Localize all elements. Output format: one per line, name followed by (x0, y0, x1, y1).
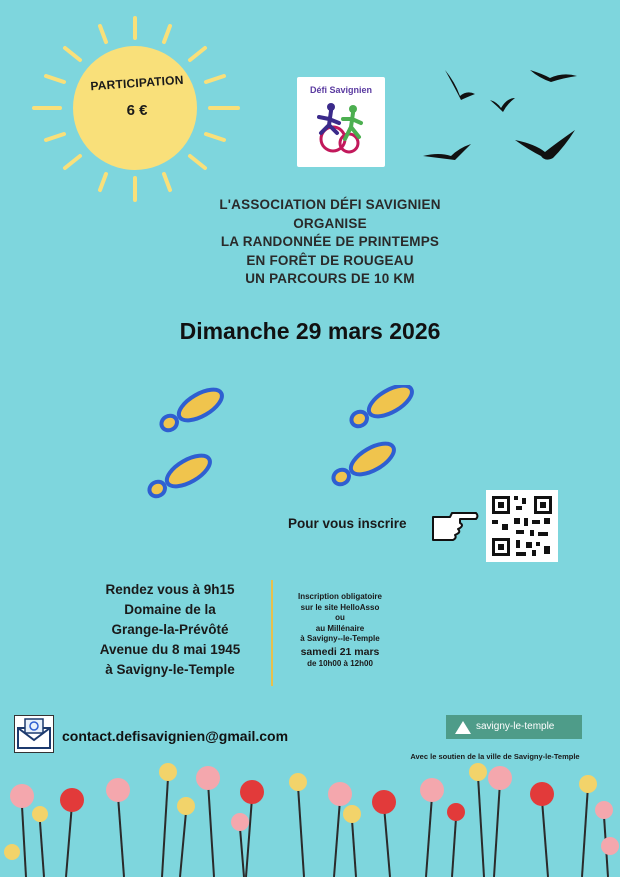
intro-line: ORGANISE (293, 215, 367, 231)
meeting-line: Rendez vous à 9h15 (105, 582, 235, 597)
meeting-line: à Savigny-le-Temple (105, 662, 235, 677)
participation-price: 6 € (126, 102, 148, 119)
qr-code[interactable] (486, 490, 558, 562)
registration-info (280, 592, 400, 669)
intro-line: EN FORÊT DE ROUGEAU (246, 252, 414, 268)
registration-line: Inscription obligatoire (297, 592, 382, 601)
logo-text: Défi Savignien (309, 85, 372, 95)
pointing-hand-icon (430, 505, 480, 543)
intro-line: LA RANDONNÉE DE PRINTEMPS (220, 234, 440, 249)
meeting-line: Grange-la-Prévôté (111, 622, 229, 637)
mountain-icon (454, 719, 472, 735)
registration-line: à Savigny--le-Temple (300, 634, 380, 643)
meeting-line: Domaine de la (124, 602, 216, 617)
meeting-line: Avenue du 8 mai 1945 (99, 642, 241, 657)
inscribe-label: Pour vous inscrire (288, 516, 407, 531)
registration-hours: de 10h00 à 12h00 (307, 658, 373, 668)
defi-savignien-logo (297, 77, 385, 167)
intro-line: UN PARCOURS DE 10 KM (245, 271, 415, 286)
runners-icon (311, 99, 371, 159)
flowers-decoration (0, 756, 620, 877)
registration-line: au Millénaire (315, 623, 365, 633)
participation-badge (82, 62, 192, 119)
registration-date: samedi 21 mars (300, 645, 380, 658)
meeting-info (75, 580, 265, 680)
intro-text (150, 196, 510, 289)
registration-line: sur le site HelloAsso (300, 602, 380, 612)
participation-label: PARTICIPATION (89, 72, 184, 94)
support-text: Avec le soutien de la ville de Savigny-le-Temple (410, 752, 580, 761)
event-date: Dimanche 29 mars 2026 (179, 318, 441, 344)
birds-illustration (415, 60, 595, 170)
registration-line: ou (335, 613, 345, 622)
savigny-le-temple-logo (446, 715, 582, 739)
intro-line: L'ASSOCIATION DÉFI SAVIGNIEN (219, 197, 441, 212)
sponsor-logo-text: savigny-le-temple (476, 721, 555, 732)
contact-email-link[interactable]: contact.defisavignien@gmail.com (62, 728, 289, 744)
email-icon (14, 715, 54, 753)
vertical-divider (271, 580, 273, 686)
footprints-illustration (130, 385, 430, 515)
